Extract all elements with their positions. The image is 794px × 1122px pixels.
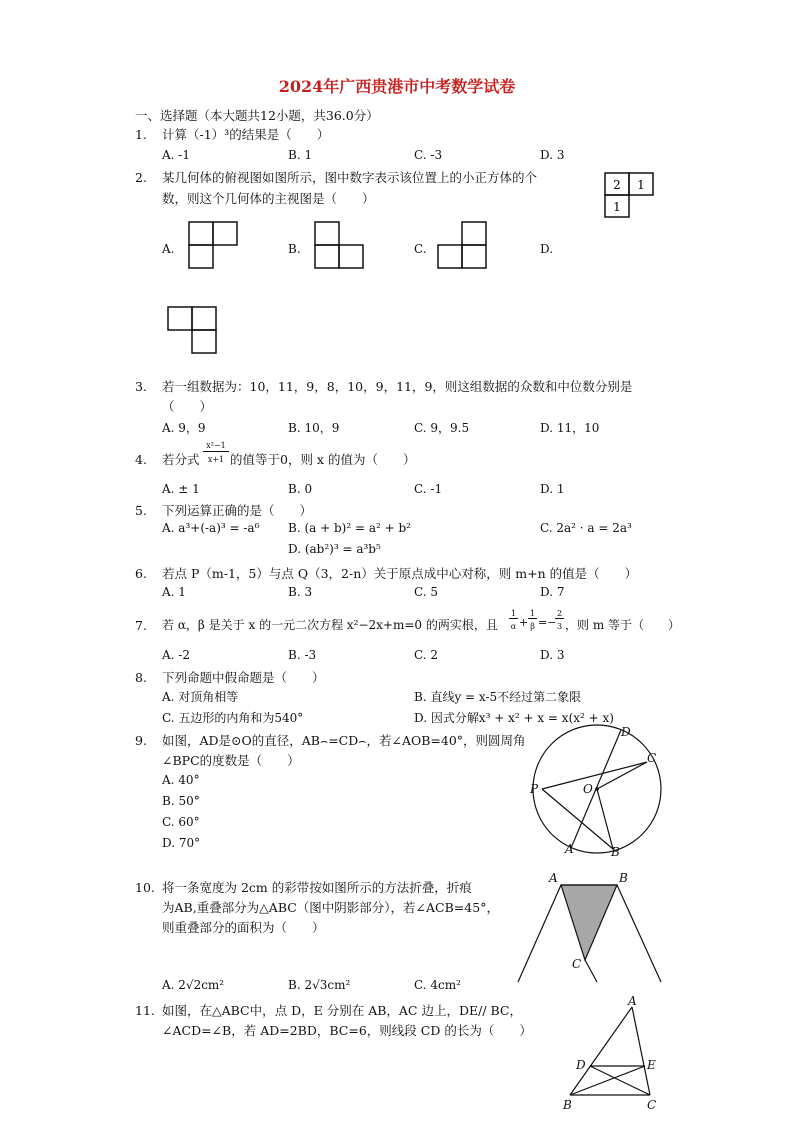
q2-text-line2: 数，则这个几何体的主视图是（ ） — [162, 191, 375, 206]
q9-option-b[interactable]: B. 50° — [162, 794, 200, 808]
q6-option-a[interactable]: A. 1 — [162, 585, 186, 599]
q10-ribbon-figure — [515, 870, 665, 988]
q9-text-line2: ∠BPC的度数是（ ） — [162, 753, 300, 768]
q11-number: 11. — [135, 1003, 155, 1018]
q1-option-d[interactable]: D. 3 — [540, 148, 565, 162]
q6-option-b[interactable]: B. 3 — [288, 585, 313, 599]
q3-option-a[interactable]: A. 9，9 — [162, 421, 206, 435]
q1-text: 计算（-1）³的结果是（ ） — [162, 127, 330, 142]
q7-equals: =− — [538, 616, 557, 629]
q7-text-post: ，则 m 等于（ ） — [565, 618, 681, 632]
q1-option-c[interactable]: C. -3 — [414, 148, 443, 162]
q4-option-a[interactable]: A. ± 1 — [162, 482, 200, 496]
q9-label-a: A — [565, 842, 574, 856]
q2-option-d[interactable]: D. — [540, 242, 554, 256]
q7-text-pre: 若 α，β 是关于 x 的一元二次方程 x²−2x+m=0 的两实根，且 — [162, 618, 498, 632]
q1-number: 1. — [135, 127, 147, 142]
q10-label-a: A — [549, 871, 558, 885]
q4-fraction-numerator: x²−1 — [203, 441, 229, 452]
q2-option-d-figure[interactable] — [168, 307, 218, 355]
q9-label-o: O — [583, 782, 593, 796]
q2-grid-cell-3: 1 — [613, 200, 621, 214]
q4-option-c[interactable]: C. -1 — [414, 482, 443, 496]
q10-text-line1: 将一条宽度为 2cm 的彩带按如图所示的方法折叠，折痕 — [162, 880, 472, 895]
q8-number: 8. — [135, 670, 147, 685]
q10-label-b: B — [619, 871, 628, 885]
q2-option-a-figure[interactable] — [189, 222, 239, 270]
q3-option-b[interactable]: B. 10，9 — [288, 421, 340, 435]
q7-plus: + — [519, 616, 529, 629]
q2-option-c-figure[interactable] — [438, 222, 488, 270]
q3-text-line2: （ ） — [162, 399, 213, 414]
q2-option-c[interactable]: C. — [414, 242, 427, 256]
q4-option-d[interactable]: D. 1 — [540, 482, 565, 496]
section-heading: 一、选择题（本大题共12小题，共36.0分） — [135, 108, 379, 123]
q6-option-d[interactable]: D. 7 — [540, 585, 565, 599]
q10-text-line3: 则重叠部分的面积为（ ） — [162, 920, 325, 935]
q10-option-c[interactable]: C. 4cm² — [414, 978, 461, 992]
q2-option-a[interactable]: A. — [162, 242, 175, 256]
q7-number: 7. — [135, 618, 147, 633]
q7-frac3-num: 2 — [556, 609, 563, 618]
q8-text: 下列命题中假命题是（ ） — [162, 670, 325, 685]
q2-text-line1: 某几何体的俯视图如图所示，图中数字表示该位置上的小正方体的个 — [162, 170, 538, 185]
q7-frac3-den: 3 — [556, 622, 563, 631]
q4-text-post: 的值等于0，则 x 的值为（ ） — [230, 452, 416, 467]
q7-frac2-den: β — [530, 622, 535, 631]
q11-text-line1: 如图，在△ABC中，点 D，E 分别在 AB，AC 边上，DE// BC， — [162, 1003, 522, 1018]
q4-fraction-denominator: x+1 — [207, 455, 225, 464]
q4-text-pre: 若分式 — [162, 452, 200, 467]
q6-number: 6. — [135, 566, 147, 581]
q3-number: 3. — [135, 379, 147, 394]
q2-option-b[interactable]: B. — [288, 242, 301, 256]
q11-label-d: D — [576, 1058, 586, 1072]
q9-option-d[interactable]: D. 70° — [162, 836, 201, 850]
q11-triangle-figure — [560, 995, 660, 1113]
q7-option-a[interactable]: A. -2 — [162, 648, 190, 662]
q9-label-b: B — [611, 845, 620, 859]
q5-option-d[interactable]: D. (ab²)³ = a³b⁵ — [288, 542, 381, 556]
q5-option-b[interactable]: B. (a + b)² = a² + b² — [288, 521, 411, 535]
q11-label-b: B — [563, 1098, 572, 1112]
q4-option-b[interactable]: B. 0 — [288, 482, 313, 496]
q7-frac1-den: α — [510, 622, 517, 631]
q10-text-line2: 为AB,重叠部分为△ABC（图中阴影部分），若∠ACB=45°， — [162, 900, 499, 915]
q5-text: 下列运算正确的是（ ） — [162, 503, 313, 518]
q3-option-d[interactable]: D. 11，10 — [540, 421, 600, 435]
q9-option-c[interactable]: C. 60° — [162, 815, 200, 829]
q11-label-e: E — [647, 1058, 656, 1072]
q2-grid-cell-2: 1 — [637, 178, 645, 192]
q9-option-a[interactable]: A. 40° — [162, 773, 200, 787]
q7-frac1-num: 1 — [510, 609, 517, 618]
q9-label-p: P — [530, 782, 539, 796]
page-title: 2024年广西贵港市中考数学试卷 — [278, 77, 516, 96]
q5-option-a[interactable]: A. a³+(-a)³ = -a⁶ — [162, 521, 260, 535]
q8-option-c[interactable]: C. 五边形的内角和为540° — [162, 711, 304, 725]
q8-option-d[interactable]: D. 因式分解x³ + x² + x = x(x² + x) — [414, 711, 614, 725]
q7-frac2-num: 1 — [529, 609, 536, 618]
q2-number: 2. — [135, 170, 147, 185]
q3-option-c[interactable]: C. 9，9.5 — [414, 421, 470, 435]
q10-option-a[interactable]: A. 2√2cm² — [162, 978, 225, 992]
q2-top-view-grid — [605, 173, 655, 221]
q11-label-c: C — [647, 1098, 657, 1112]
q5-number: 5. — [135, 503, 147, 518]
q4-number: 4. — [135, 452, 147, 467]
q7-option-d[interactable]: D. 3 — [540, 648, 565, 662]
q10-option-b[interactable]: B. 2√3cm² — [288, 978, 351, 992]
q5-option-c[interactable]: C. 2a² · a = 2a³ — [540, 521, 632, 535]
q11-label-a: A — [628, 994, 637, 1008]
q11-text-line2: ∠ACD=∠B，若 AD=2BD，BC=6，则线段 CD 的长为（ ） — [162, 1023, 532, 1038]
q7-option-b[interactable]: B. -3 — [288, 648, 317, 662]
q6-text: 若点 P（m-1，5）与点 Q（3，2-n）关于原点成中心对称，则 m+n 的值是（ ） — [162, 566, 638, 581]
q10-number: 10. — [135, 880, 155, 895]
q9-text-line1: 如图，AD是⊙O的直径，AB⌢=CD⌢，若∠AOB=40°，则圆周角 — [162, 733, 526, 748]
q1-option-a[interactable]: A. -1 — [162, 148, 190, 162]
q10-label-c: C — [572, 957, 582, 971]
q9-number: 9. — [135, 733, 147, 748]
q1-option-b[interactable]: B. 1 — [288, 148, 313, 162]
q9-label-d: D — [621, 725, 631, 739]
q7-option-c[interactable]: C. 2 — [414, 648, 439, 662]
q3-text-line1: 若一组数据为：10，11，9，8，10，9，11，9，则这组数据的众数和中位数分别是 — [162, 379, 633, 394]
q8-option-a[interactable]: A. 对顶角相等 — [162, 690, 239, 704]
q9-circle-figure — [525, 722, 665, 857]
q9-label-c: C — [647, 751, 657, 765]
q2-grid-cell-1: 2 — [613, 178, 621, 192]
q6-option-c[interactable]: C. 5 — [414, 585, 439, 599]
q2-option-b-figure[interactable] — [315, 222, 365, 270]
q8-option-b[interactable]: B. 直线y = x-5不经过第二象限 — [414, 690, 582, 704]
